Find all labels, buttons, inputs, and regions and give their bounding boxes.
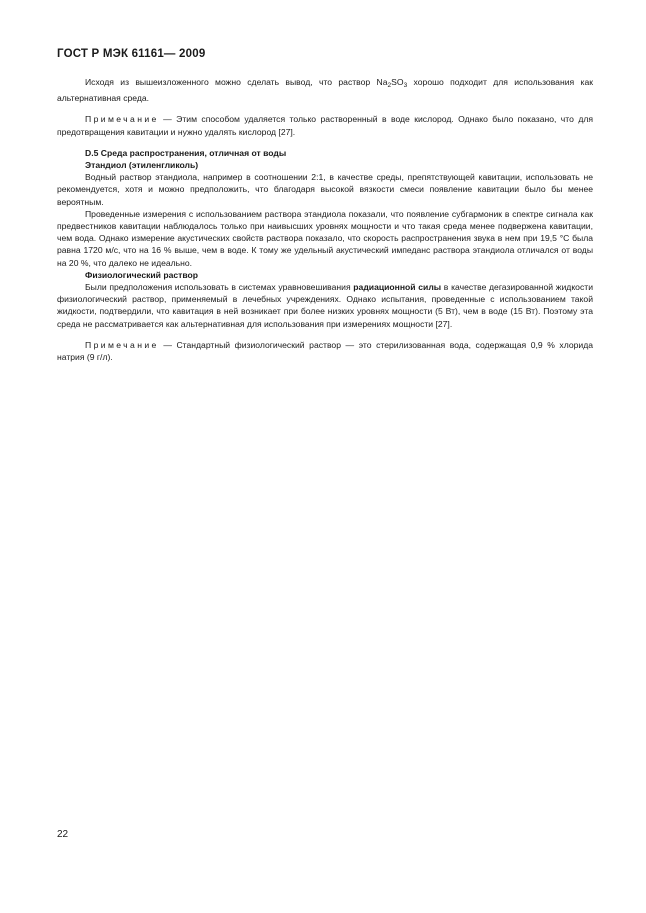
paragraph-ethanediol-measurements: Проведенные измерения с использованием раствора этандиола показали, что появление субгармоник в спектре сигнала как предвестников кавитации наблюдалось только при наивысших уровнях мощности и что такая среда менее подвержена кавитации, чем вода. Однако измерение акустических свойств раствора показало, что скорость распространения звука в нем при 19,5 °С была равна 1720 м/с, что на 16 % выше, чем в воде. К тому же удельный акустический импеданс раствора этандиола отличался от воды на 20 %, что далеко не идеально. <box>57 208 593 268</box>
subsection-heading-saline: Физиологический раствор <box>85 269 199 280</box>
page-header: ГОСТ Р МЭК 61161— 2009 <box>57 48 206 60</box>
note-text: — Этим способом удаляется только растворенный в воде кислород. Однако было показано, что для предотвращения кавитации и нужно удалять кислород [27]. <box>57 114 593 137</box>
chem-formula: $Na_2SO_3$ <box>376 77 408 89</box>
paragraph-text: Были предположения использовать в системах уравновешивания <box>85 282 354 293</box>
subsection-heading-ethanediol: Этандиол (этиленгликоль) <box>85 160 199 171</box>
paragraph-ethanediol-solution: Водный раствор этандиола, например в соотношении 2:1, в качестве среды, препятствующей кавитации, использовать не рекомендуется, хотя и можно предположить, что благодаря высокой вязкости смеси появление кавитации было бы менее вероятным. <box>57 172 593 207</box>
paragraph-text: Исходя из вышеизложенного можно сделать вывод, что раствор <box>85 77 377 87</box>
note-saline <box>57 339 593 363</box>
note-oxygen <box>57 113 593 137</box>
paragraph-saline <box>57 281 593 330</box>
page-body <box>57 76 593 363</box>
paragraph-text: хорошо подходит для использования как альтернативная среда. <box>57 77 593 104</box>
note-text: — Стандартный физиологический раствор — это стерилизованная вода, содержащая 0,9 % хлорида натрия (9 г/л). <box>57 339 593 363</box>
note-label: Примечание <box>85 339 159 350</box>
section-heading: D.5 Среда распространения, отличная от воды <box>85 147 287 158</box>
bold-term: радиационной силы <box>353 282 442 293</box>
page-number: 22 <box>57 829 69 840</box>
paragraph-text: в качестве дегазированной жидкости физиологический раствор, применяемый в лечебных учреждениях. Однако испытания, проведенные с использованием такой жидкости, подтвердили, что кавитация в ней возникает при более низких уровнях мощности (5 Вт), чем в воде (15 Вт). Поэтому эта среда не рассматривается как альтернативная для использования при измерениях мощности [27]. <box>57 282 593 329</box>
paragraph-conclusion <box>57 76 593 104</box>
note-label: Примечание <box>85 114 159 125</box>
